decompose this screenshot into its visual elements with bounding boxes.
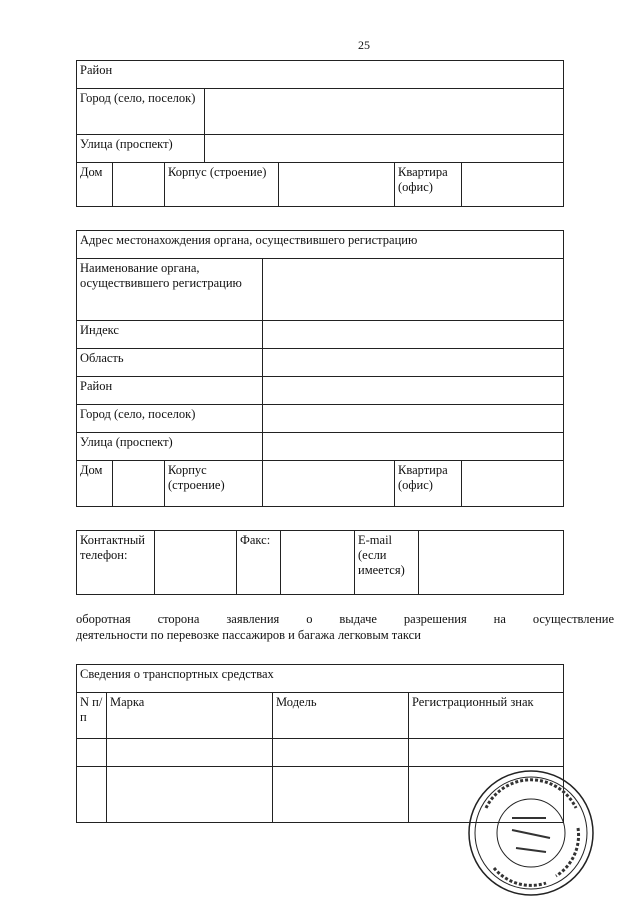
apartment-label-2: Квартира (офис) xyxy=(395,461,462,507)
phone-value xyxy=(155,531,237,595)
house-label-2: Дом xyxy=(77,461,113,507)
contacts-table xyxy=(76,530,564,595)
col-brand-header: Марка xyxy=(107,693,273,739)
city-value xyxy=(205,89,564,135)
apartment-label: Квартира (офис) xyxy=(395,163,462,207)
table-cell xyxy=(273,739,409,767)
col-reg-header: Регистрационный знак xyxy=(409,693,564,739)
fax-label: Факс: xyxy=(237,531,281,595)
address-table-2 xyxy=(76,230,564,507)
building-value xyxy=(279,163,395,207)
building-value-2 xyxy=(263,461,395,507)
district-label-2: Район xyxy=(77,377,263,405)
phone-label: Контактный телефон: xyxy=(77,531,155,595)
table-cell xyxy=(273,767,409,823)
region-value xyxy=(263,349,564,377)
reverse-note-line-2: деятельности по перевозке пассажиров и багажа легковым такси xyxy=(76,628,421,642)
org-name-label: Наименование органа, осуществившего регистрацию xyxy=(77,259,263,321)
email-label: E-mail (если имеется) xyxy=(355,531,419,595)
city-value-2 xyxy=(263,405,564,433)
street-value-2 xyxy=(263,433,564,461)
index-value xyxy=(263,321,564,349)
table-cell xyxy=(409,739,564,767)
street-label-2: Улица (проспект) xyxy=(77,433,263,461)
district-label: Район xyxy=(77,61,564,89)
city-label: Город (село, поселок) xyxy=(77,89,205,135)
org-address-title: Адрес местонахождения органа, осуществившего регистрацию xyxy=(77,231,564,259)
table-cell xyxy=(77,739,107,767)
fax-value xyxy=(281,531,355,595)
table-cell xyxy=(77,767,107,823)
col-num-header: N п/п xyxy=(77,693,107,739)
address-table-1 xyxy=(76,60,564,207)
table-cell xyxy=(107,739,273,767)
vehicles-title: Сведения о транспортных средствах xyxy=(77,665,564,693)
house-value xyxy=(113,163,165,207)
org-name-value xyxy=(263,259,564,321)
building-label: Корпус (строение) xyxy=(165,163,279,207)
page-number: 25 xyxy=(358,38,370,52)
street-value xyxy=(205,135,564,163)
region-label: Область xyxy=(77,349,263,377)
city-label-2: Город (село, поселок) xyxy=(77,405,263,433)
apartment-value-2 xyxy=(462,461,564,507)
round-seal-stamp xyxy=(466,768,596,898)
house-value-2 xyxy=(113,461,165,507)
index-label: Индекс xyxy=(77,321,263,349)
house-label: Дом xyxy=(77,163,113,207)
apartment-value xyxy=(462,163,564,207)
building-label-2: Корпус (строение) xyxy=(165,461,263,507)
col-model-header: Модель xyxy=(273,693,409,739)
email-value xyxy=(419,531,564,595)
table-cell xyxy=(107,767,273,823)
district-value-2 xyxy=(263,377,564,405)
street-label: Улица (проспект) xyxy=(77,135,205,163)
reverse-note-line-1: оборотная сторона заявления о выдаче разрешения на осуществление xyxy=(76,612,614,626)
